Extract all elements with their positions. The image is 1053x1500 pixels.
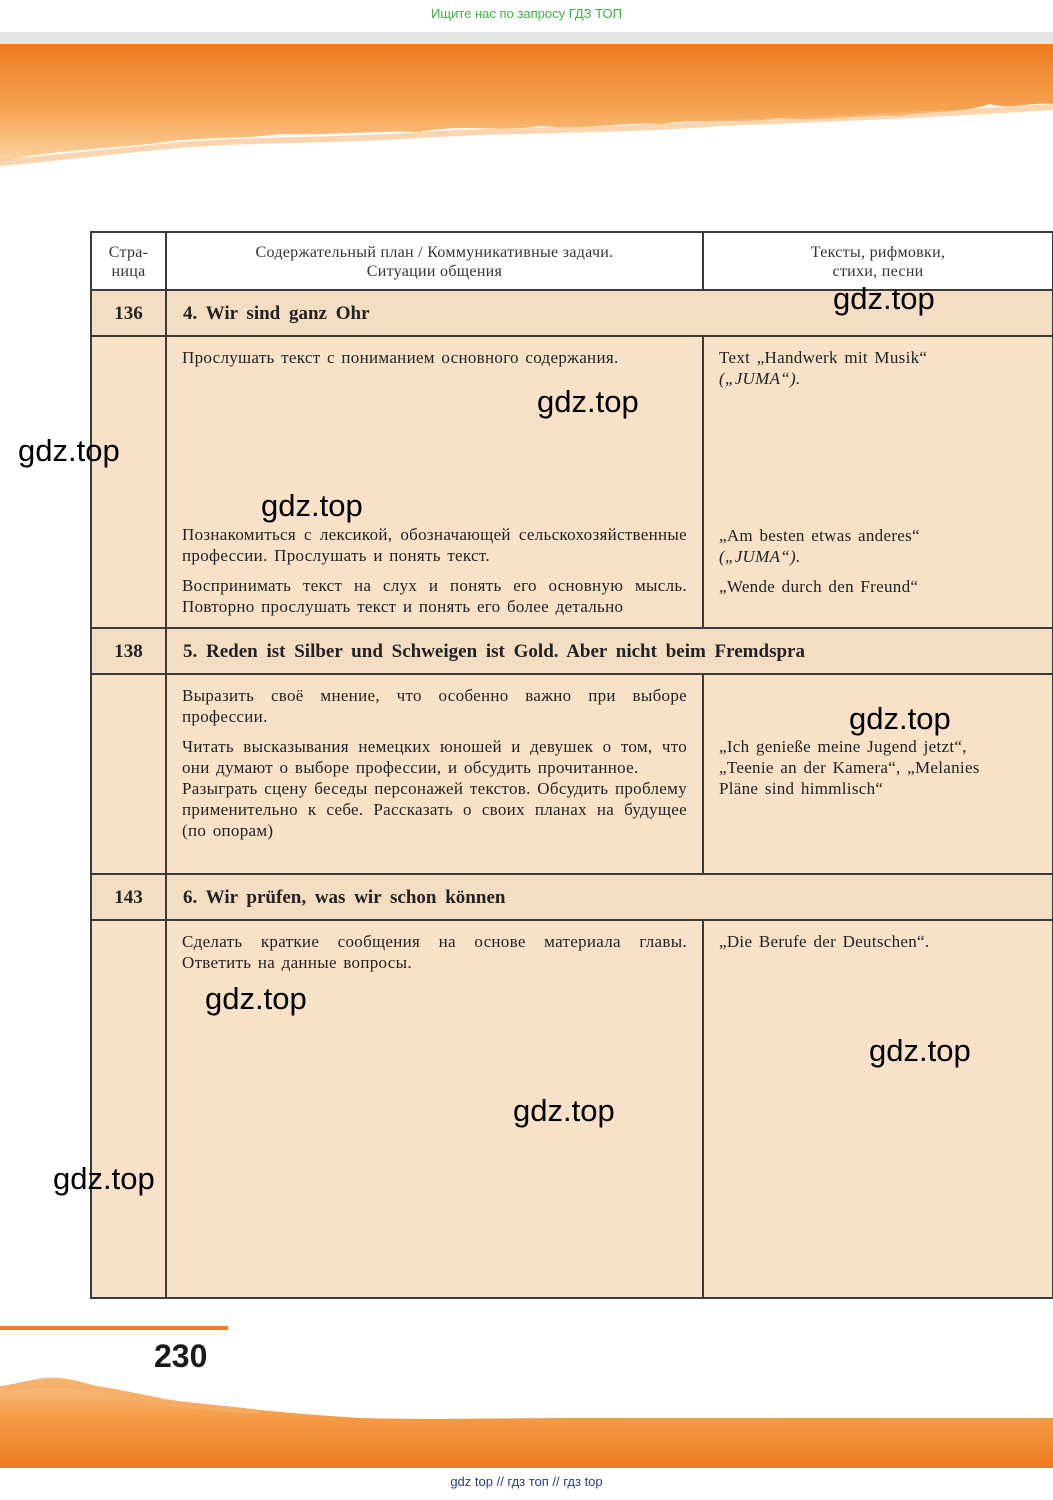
text-title: „Die Berufe der Deutschen“. xyxy=(719,932,930,951)
empty-page-cell xyxy=(91,920,166,1298)
section-page-number: 143 xyxy=(91,874,166,920)
task-text: Познакомиться с лексикой, обозначающей сельскохозяйственные профессии. Прослушать и понять текст. xyxy=(182,525,687,565)
section-row xyxy=(91,874,1053,920)
task-text: Читать высказывания немецких юношей и девушек о том, что они думают о выборе профессии, и обсудить прочитанное. xyxy=(182,737,687,777)
task-text: Воспринимать текст на слух и понять его основную мысль. Повторно прослушать текст и понять его более детально xyxy=(182,576,687,616)
texts-cell xyxy=(703,336,1053,628)
page-number-rule xyxy=(0,1326,228,1330)
header-content-line1: Содержательный план / Коммуникативные задачи. xyxy=(255,244,614,261)
watermark: gdz.top xyxy=(261,488,363,523)
text-title: „Am besten etwas anderes“ xyxy=(719,526,920,545)
watermark: gdz.top xyxy=(53,1161,155,1196)
tasks-cell xyxy=(166,674,703,874)
page-number: 230 xyxy=(154,1338,208,1374)
empty-page-cell xyxy=(91,674,166,874)
watermark: gdz.top xyxy=(513,1093,615,1128)
watermark: gdz.top xyxy=(537,384,639,419)
section-body-row xyxy=(91,336,1053,628)
section-title: 6. Wir prüfen, was wir schon können xyxy=(166,874,1053,920)
bottom-orange-decoration xyxy=(0,1366,1053,1468)
task-text: Выразить своё мнение, что особенно важно при выборе профессии. xyxy=(182,686,687,726)
section-page-number: 136 xyxy=(91,290,166,336)
watermark: gdz.top xyxy=(205,981,307,1016)
tasks-cell xyxy=(166,336,703,628)
top-orange-decoration xyxy=(0,44,1053,174)
section-title: 4. Wir sind ganz Ohr xyxy=(166,290,1053,336)
text-source: („JUMA“). xyxy=(719,547,801,566)
top-banner[interactable]: Ищите нас по запросу ГДЗ ТОП xyxy=(431,6,622,21)
empty-page-cell xyxy=(91,336,166,628)
watermark: gdz.top xyxy=(833,281,935,316)
section-row xyxy=(91,628,1053,674)
task-text: Разыграть сцену беседы персонажей текстов. Обсудить проблему применительно к себе. Рассказать о своих планах на будущее (по опорам) xyxy=(182,779,687,840)
watermark: gdz.top xyxy=(849,701,951,736)
section-page-number: 138 xyxy=(91,628,166,674)
task-text: Сделать краткие сообщения на основе материала главы. Ответить на данные вопросы. xyxy=(182,932,687,972)
watermark: gdz.top xyxy=(18,433,120,468)
text-title: Text „Handwerk mit Musik“ xyxy=(719,348,928,367)
text-title: „Ich genieße meine Jugend jetzt“, „Teenie an der Kamera“, „Melanies Pläne sind himmlisch“ xyxy=(719,737,980,798)
header-content-line2: Ситуации общения xyxy=(366,263,503,280)
texts-cell xyxy=(703,920,1053,1298)
header-texts-line2: стихи, песни xyxy=(832,263,924,280)
header-content-column xyxy=(166,232,703,290)
watermark: gdz.top xyxy=(869,1033,971,1068)
header-page-line2: ница xyxy=(111,263,146,280)
bottom-banner[interactable]: gdz top // гдз топ // гдз top xyxy=(450,1474,603,1489)
section-title: 5. Reden ist Silber und Schweigen ist Gold. Aber nicht beim Fremdspra xyxy=(166,628,1053,674)
header-texts-line1: Тексты, рифмовки, xyxy=(810,244,946,261)
text-title: „Wende durch den Freund“ xyxy=(719,577,919,596)
task-text: Прослушать текст с пониманием основного содержания. xyxy=(182,348,619,367)
text-source: („JUMA“). xyxy=(719,369,801,388)
header-page-column xyxy=(91,232,166,290)
header-page-line1: Стра- xyxy=(108,244,149,261)
tasks-cell xyxy=(166,920,703,1298)
